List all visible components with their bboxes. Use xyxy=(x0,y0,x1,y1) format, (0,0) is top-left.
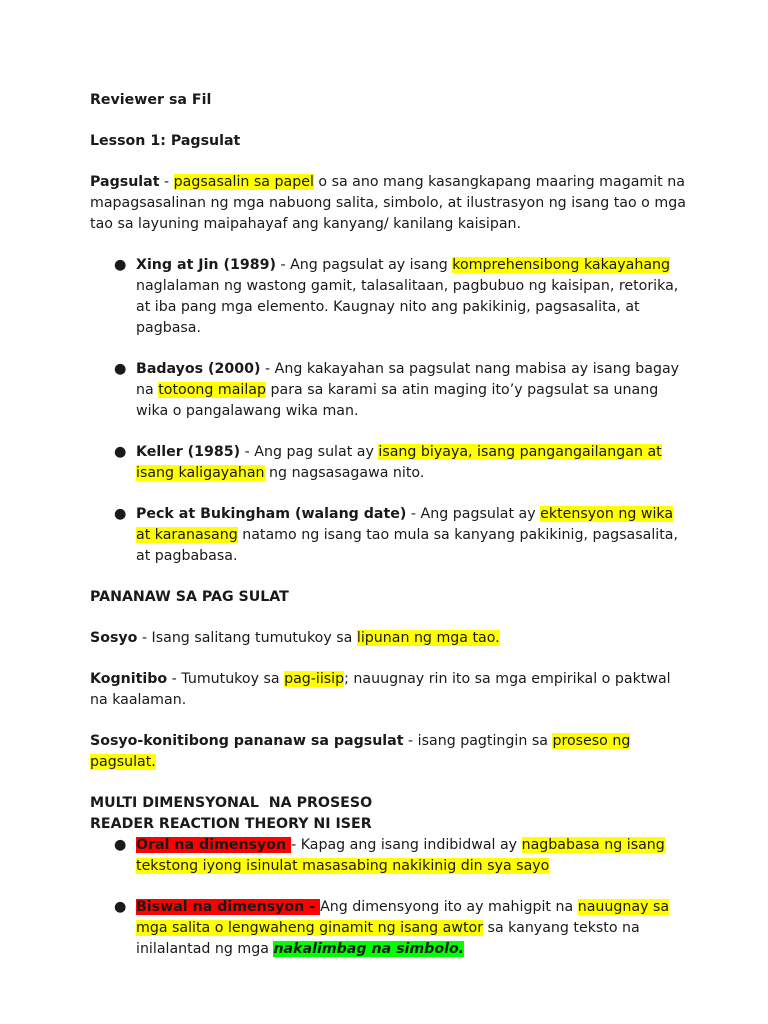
highlight: isang biyaya, isang pangangailangan at isang kaligayahan xyxy=(136,444,662,481)
highlight: pagsasalin sa papel xyxy=(173,174,314,190)
list-item: ● Keller (1985) - Ang pag sulat ay isang biyaya, isang pangangailangan at isang kaligayahan ng nagsasagawa nito. xyxy=(114,444,662,481)
document-title: Reviewer sa Fil xyxy=(90,92,212,108)
highlight: totoong mailap xyxy=(158,382,266,398)
highlight: lipunan ng mga tao. xyxy=(356,630,500,646)
bullet-icon: ● xyxy=(114,444,127,460)
highlight: ektensyon ng wika at karanasang xyxy=(136,506,674,543)
red-highlight: Oral na dimensyon xyxy=(136,837,292,853)
multi-heading: MULTI DIMENSYONAL NA PROSESO xyxy=(90,795,373,811)
sosyo-kognitibo-definition: Sosyo-konitibong pananaw sa pagsulat - isang pagtingin sa proseso ng pagsulat. xyxy=(90,733,631,770)
list-item: ● Badayos (2000) - Ang kakayahan sa pagsulat nang mabisa ay isang bagay na totoong mailap para sa karami sa atin maging ito’y pagsulat sa unang wika o pangalawang wika man. xyxy=(114,361,680,419)
list-item: ● Xing at Jin (1989) - Ang pagsulat ay isang komprehensibong kakayahang naglalaman ng wastong gamit, talasalitaan, pagbubuo ng kaisipan, retorika, at iba pang mga elemento. Kaugnay nito ang pakikinig, pagsasalita, at pagbasa. xyxy=(114,257,679,336)
highlight: pag-iisip xyxy=(284,671,345,687)
list-item: ● Oral na dimensyon - Kapag ang isang indibidwal ay nagbabasa ng isang tekstong iyong isinulat masasabing nakikinig din sya sayo xyxy=(114,837,665,874)
sosyo-definition: Sosyo - Isang salitang tumutukoy sa lipunan ng mga tao. xyxy=(90,630,500,646)
bullet-icon: ● xyxy=(114,899,127,915)
definition-list xyxy=(90,255,688,567)
highlight: nauugnay sa mga salita o lengwaheng ginamit ng isang awtor xyxy=(136,899,670,936)
reader-heading: READER REACTION THEORY NI ISER xyxy=(90,816,372,832)
pananaw-heading: PANANAW SA PAG SULAT xyxy=(90,589,289,605)
bullet-icon: ● xyxy=(114,506,127,522)
list-item: ● Biswal na dimensyon - Ang dimensyong ito ay mahigpit na nauugnay sa mga salita o lengwaheng ginamit ng isang awtor sa kanyang teksto na inilalantad ng mga nakalimbag na simbolo. xyxy=(114,899,670,957)
pagsulat-definition: Pagsulat - pagsasalin sa papel o sa ano mang kasangkapang maaring magamit na mapagsasalinan ng mga nabuong salita, simbolo, at ilustrasyon ng isang tao o mga tao sa layuning maipahayaf ang kanyang/ kanilang kaisipan. xyxy=(90,174,686,232)
highlight: nagbabasa ng isang tekstong iyong isinulat masasabing nakikinig din sya sayo xyxy=(136,837,665,874)
bullet-icon: ● xyxy=(114,837,127,853)
bullet-icon: ● xyxy=(114,361,127,377)
lesson-heading: Lesson 1: Pagsulat xyxy=(90,133,241,149)
bullet-icon: ● xyxy=(114,257,127,273)
green-highlight: nakalimbag na simbolo. xyxy=(273,941,465,957)
kognitibo-definition: Kognitibo - Tumutukoy sa pag-iisip; nauugnay rin ito sa mga empirikal o paktwal na kaalaman. xyxy=(90,671,671,708)
red-highlight: Biswal na dimensyon - xyxy=(136,899,321,915)
term: Pagsulat xyxy=(90,174,160,190)
dimension-list xyxy=(90,835,688,960)
highlight: proseso ng pagsulat. xyxy=(90,733,631,770)
highlight: komprehensibong kakayahang xyxy=(452,257,671,273)
list-item: ● Peck at Bukingham (walang date) - Ang pagsulat ay ektensyon ng wika at karanasang natamo ng isang tao mula sa kanyang pakikinig, pagsasalita, at pagbabasa. xyxy=(114,506,678,564)
